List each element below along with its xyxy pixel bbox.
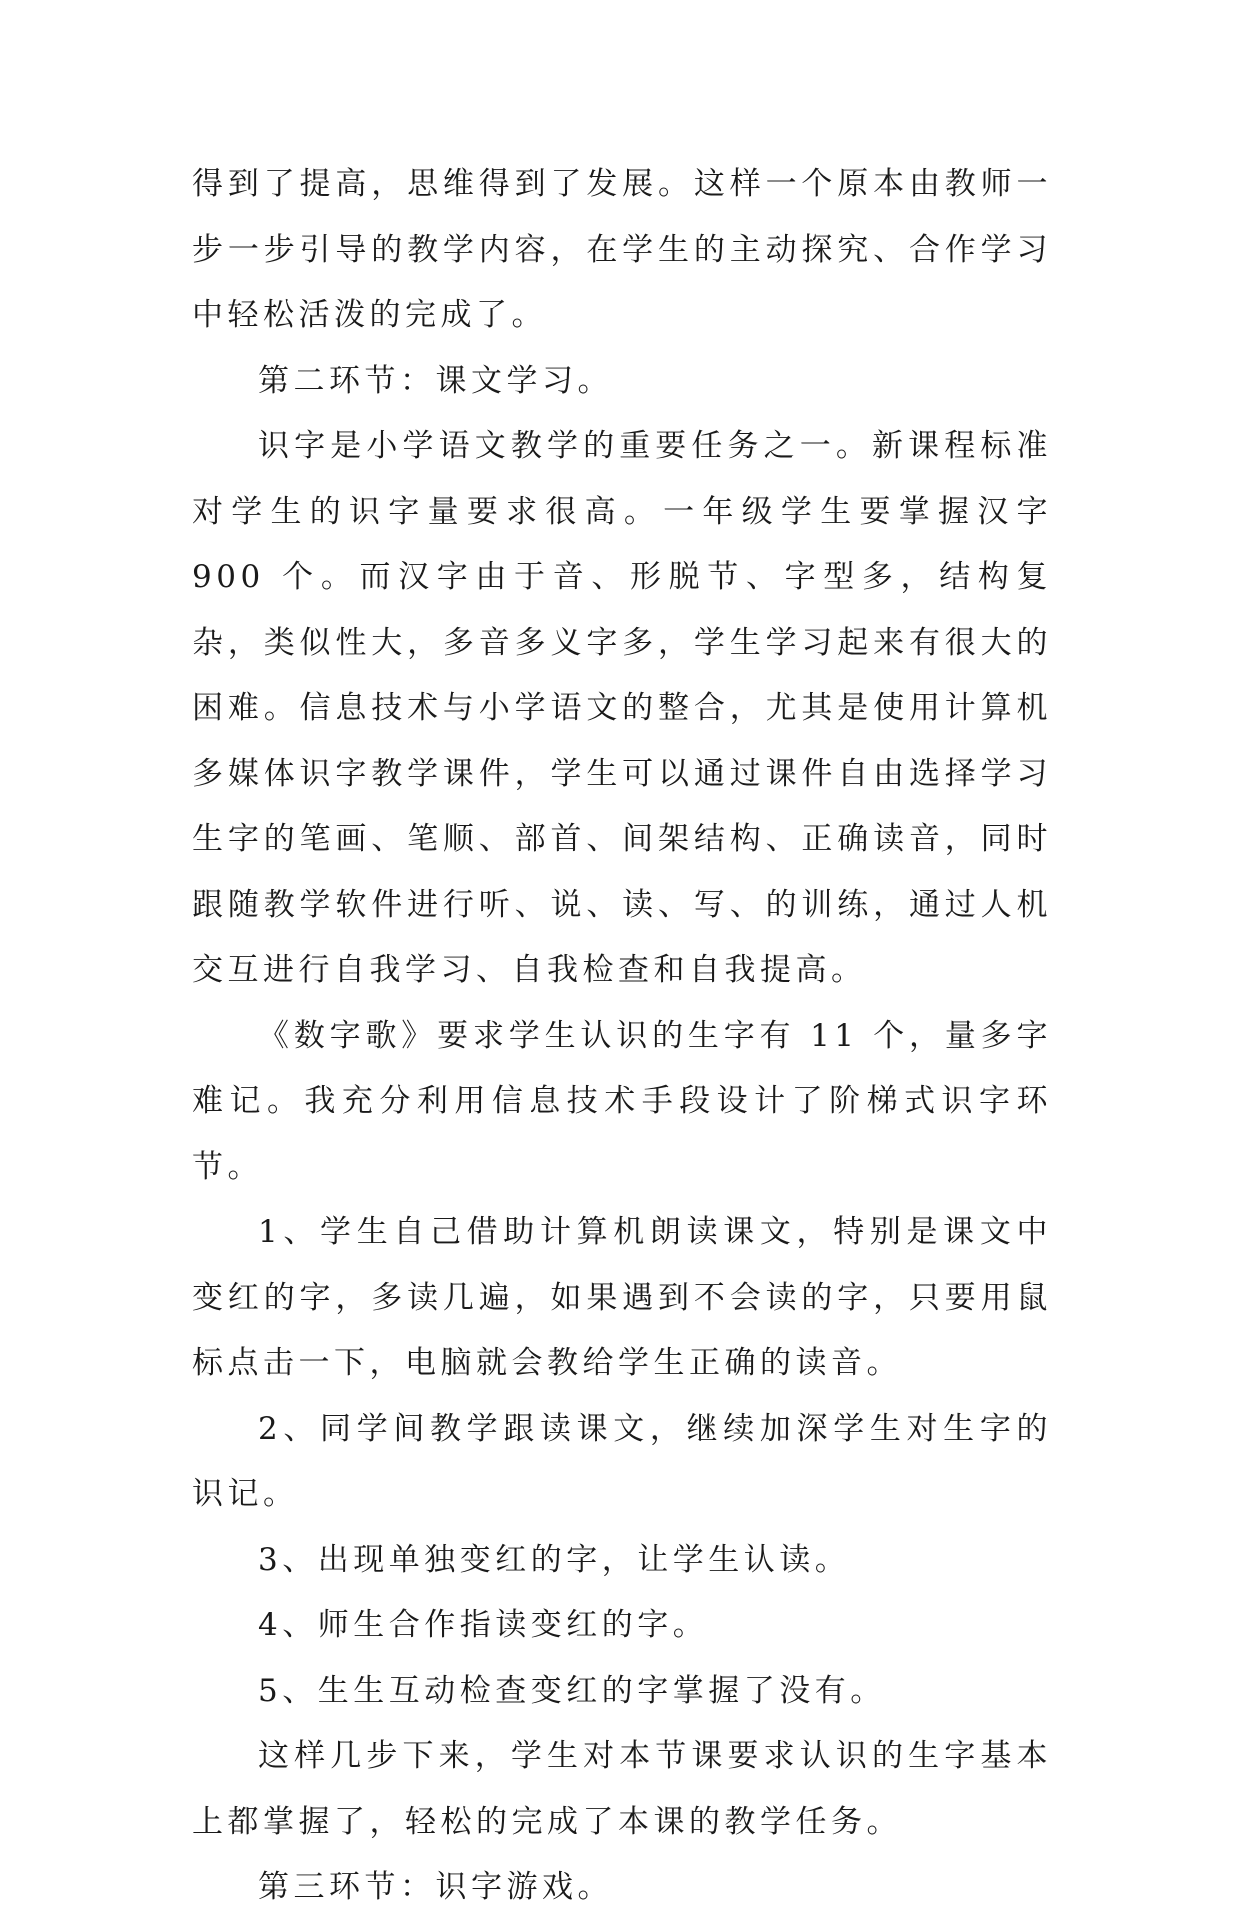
section-heading-3: 第三环节：识字游戏。	[258, 1869, 613, 1905]
document-body	[192, 152, 1052, 1921]
list-item-4: 4、师生合作指读变红的字。	[258, 1607, 709, 1643]
list-item-2: 2、同学间教学跟读课文，继续加深学生对生字的识记。	[192, 1410, 1052, 1512]
paragraph-summary: 这样几步下来，学生对本节课要求认识的生字基本上都掌握了，轻松的完成了本课的教学任务。	[192, 1738, 1052, 1840]
section-heading-2: 第二环节：课文学习。	[258, 362, 613, 399]
list-item-3: 3、出现单独变红的字，让学生认读。	[258, 1541, 851, 1578]
paragraph-number-song: 《数字歌》要求学生认识的生字有 11 个，量多字难记。我充分利用信息技术手段设计了阶梯式识字环节。	[192, 1017, 1052, 1185]
paragraph-continuation: 得到了提高，思维得到了发展。这样一个原本由教师一步一步引导的教学内容，在学生的主动探究、合作学习中轻松活泼的完成了。	[192, 166, 1052, 333]
list-item-5: 5、生生互动检查变红的字掌握了没有。	[258, 1672, 886, 1709]
list-item-1: 1、学生自己借助计算机朗读课文，特别是课文中变红的字，多读几遍，如果遇到不会读的字，只要用鼠标点击一下，电脑就会教给学生正确的读音。	[192, 1214, 1052, 1381]
paragraph-literacy: 识字是小学语文教学的重要任务之一。新课程标准对学生的识字量要求很高。一年级学生要掌握汉字 900 个。而汉字由于音、形脱节、字型多，结构复杂，类似性大，多音多义字多，学生学习起来有很大的困难。信息技术与小学语文的整合，尤其是使用计算机多媒体识字教学课件，学生可以通过课件自由选择学习生字的笔画、笔顺、部首、间架结构、正确读音，同时跟随教学软件进行听、说、读、写、的训练，通过人机交互进行自我学习、自我检查和自我提高。	[192, 428, 1052, 988]
